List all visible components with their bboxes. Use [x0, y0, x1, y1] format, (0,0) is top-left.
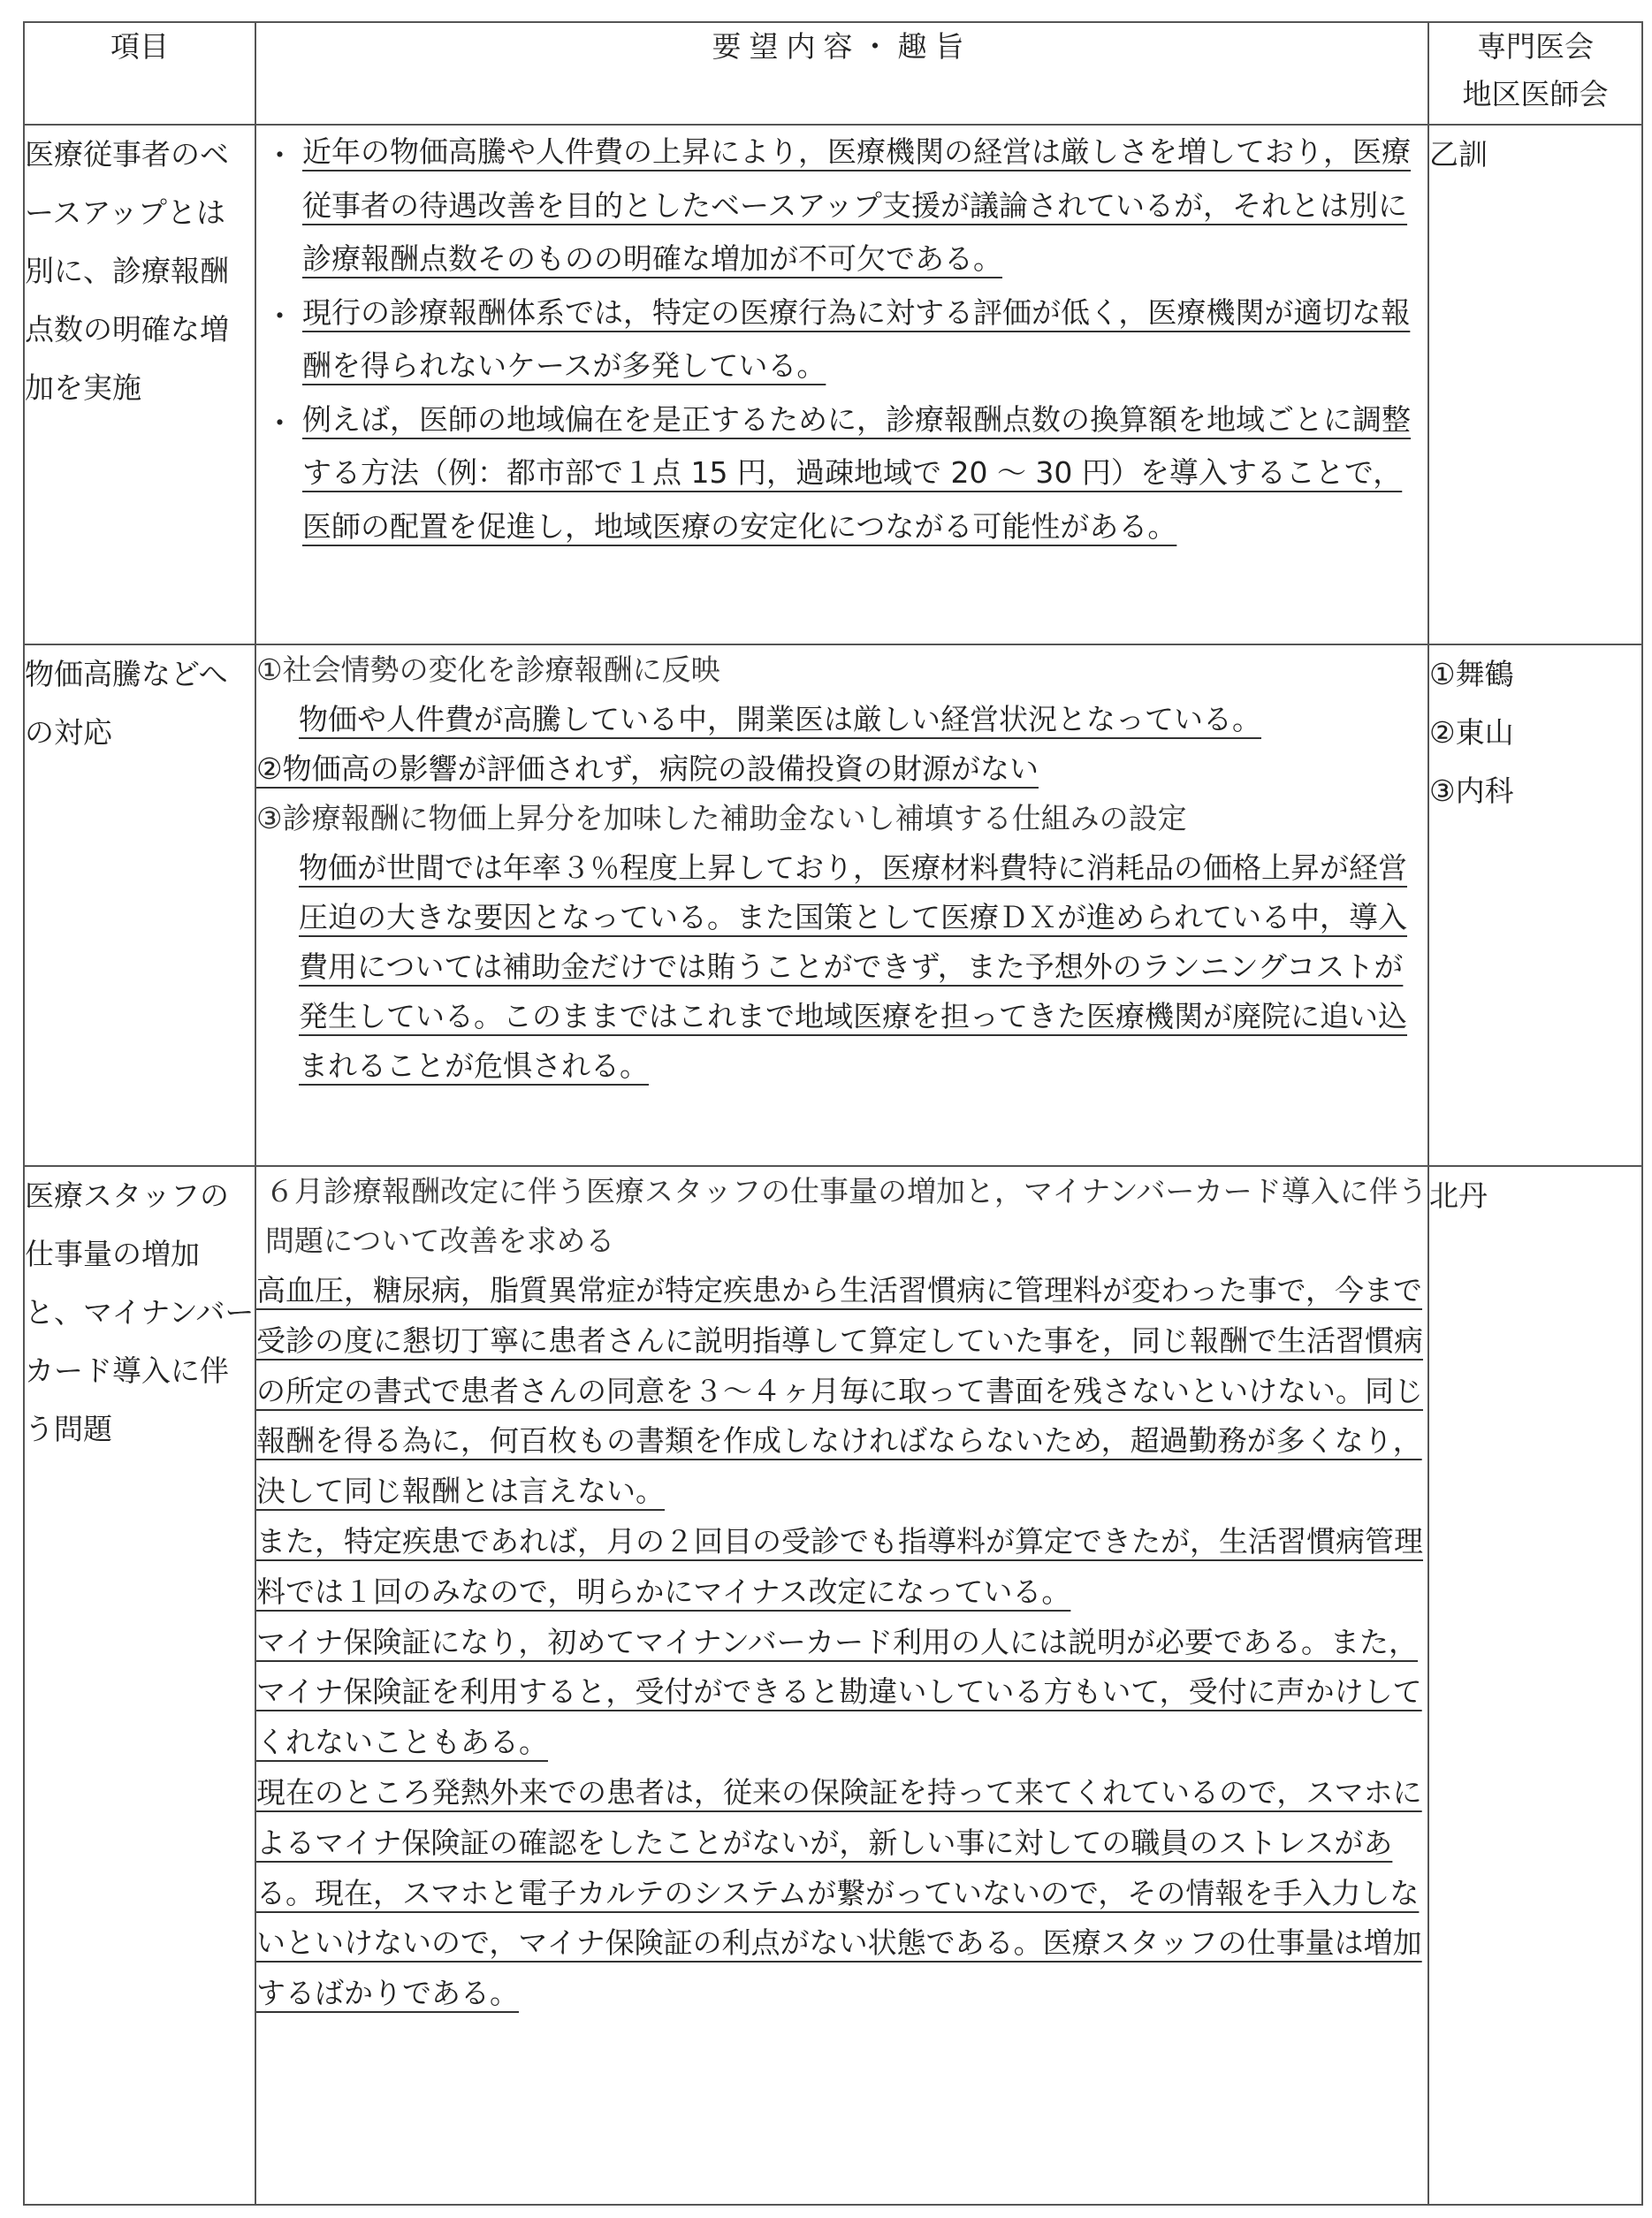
request-table — [23, 21, 1643, 2206]
point-detail — [256, 695, 1427, 744]
region-name: ②東山 — [1429, 715, 1514, 750]
bullet-text: 近年の物価高騰や人件費の上昇により，医療機関の経営は厳しさを増しており，医療従事者の待遇改善を目的としたベースアップ支援が議論されているが，それとは別に診療報酬点数そのものの明確な増加が不可欠である。 — [302, 134, 1411, 276]
paragraph-text: マイナ保険証になり，初めてマイナンバーカード利用の人には説明が必要である。また，マイナ保険証を利用すると，受付ができると勘違いしている方もいて，受付に声かけしてくれないこともある。 — [256, 1624, 1422, 1760]
header-region-line2: 地区医師会 — [1462, 77, 1609, 111]
region-name: 北丹 — [1429, 1178, 1488, 1213]
point-detail-text: 物価や人件費が高騰している中，開業医は厳しい経営状況となっている。 — [299, 702, 1261, 736]
table-row — [24, 125, 1642, 644]
row-content — [255, 125, 1428, 644]
row-content — [255, 644, 1428, 1166]
row-region — [1428, 644, 1642, 1166]
paragraph-text: また，特定疾患であれば，月の２回目の受診でも指導料が算定できたが，生活習慣病管理料では１回のみなので，明らかにマイナス改定になっている。 — [256, 1523, 1423, 1609]
table-header-row — [24, 22, 1642, 125]
bullet-marker: ・ — [265, 298, 294, 333]
row-content — [255, 1166, 1428, 2205]
table-row — [24, 1166, 1642, 2205]
row-region — [1428, 125, 1642, 644]
row-intro: ６月診療報酬改定に伴う医療スタッフの仕事量の増加と，マイナンバーカード導入に伴う問題について改善を求める — [265, 1174, 1427, 1258]
paragraph-text: 現在のところ発熱外来での患者は，従来の保険証を持って来てくれているので，スマホによるマイナ保険証の確認をしたことがないが，新しい事に対しての職員のストレスがある。現在，スマホと電子カルテのシステムが繋がっていないので，その情報を手入力しないといけないので，マイナ保険証の利点がない状態である。医療スタッフの仕事量は増加するばかりである。 — [256, 1774, 1422, 2011]
header-region-line1: 専門医会 — [1477, 29, 1594, 64]
row-item: 医療スタッフの仕事量の増加と、マイナンバーカード導入に伴う問題 — [24, 1166, 255, 2205]
header-content — [255, 22, 1428, 125]
paragraph-text: 高血圧，糖尿病，脂質異常症が特定疾患から生活習慣病に管理料が変わった事で，今まで受診の度に懇切丁寧に患者さんに説明指導して算定していた事を，同じ報酬で生活習慣病の所定の書式で患者さんの同意を３～４ヶ月毎に取って書面を残さないといけない。同じ報酬を得る為に，何百枚もの書類を作成しなければならないため，超過勤務が多くなり，決して同じ報酬とは言えない。 — [256, 1273, 1423, 1509]
row-item: 医療従事者のベースアップとは別に、診療報酬点数の明確な増加を実施 — [24, 125, 255, 644]
point-heading: ①社会情勢の変化を診療報酬に反映 — [256, 652, 720, 687]
row-paragraph — [256, 1266, 1427, 1517]
bullet-item — [256, 286, 1427, 393]
point-heading: ③診療報酬に物価上昇分を加味した補助金ないし補填する仕組みの設定 — [256, 801, 1187, 835]
point-heading-text: ②物価高の影響が評価されず，病院の設備投資の財源がない — [256, 751, 1039, 786]
region-name: ①舞鶴 — [1429, 657, 1514, 691]
bullet-text: 現行の診療報酬体系では，特定の医療行為に対する評価が低く，医療機関が適切な報酬を得られないケースが多発している。 — [302, 294, 1411, 383]
header-region — [1428, 22, 1642, 125]
region-name: ③内科 — [1429, 774, 1514, 808]
row-region — [1428, 1166, 1642, 2205]
row-paragraph — [256, 1618, 1427, 1768]
bullet-item — [256, 126, 1427, 286]
bullet-item — [256, 393, 1427, 554]
header-item: 項目 — [24, 22, 255, 125]
table-row — [24, 644, 1642, 1166]
bullet-marker: ・ — [265, 138, 294, 172]
row-paragraph — [256, 1517, 1427, 1618]
point-heading — [256, 744, 1427, 794]
row-item: 物価高騰などへの対応 — [24, 644, 255, 1166]
bullet-text: 例えば，医師の地域偏在を是正するために，診療報酬点数の換算額を地域ごとに調整する方法（例：都市部で１点 15 円，過疎地域で 20 ～ 30 円）を導入することで，医師の配置を促進し，地域医療の安定化につながる可能性がある。 — [302, 401, 1411, 544]
bullet-marker: ・ — [265, 405, 294, 440]
point-detail-text: 物価が世間では年率３％程度上昇しており，医療材料費特に消耗品の価格上昇が経営圧迫の大きな要因となっている。また国策として医療ＤＸが進められている中，導入費用については補助金だけでは賄うことができず，また予想外のランニングコストが発生している。このままではこれまで地域医療を担ってきた医療機関が廃院に追い込まれることが危惧される。 — [299, 850, 1407, 1083]
row-paragraph — [256, 1768, 1427, 2019]
point-detail — [256, 843, 1427, 1091]
region-name: 乙訓 — [1429, 137, 1488, 171]
header-content-label: 要望内容・趣旨 — [712, 29, 972, 64]
